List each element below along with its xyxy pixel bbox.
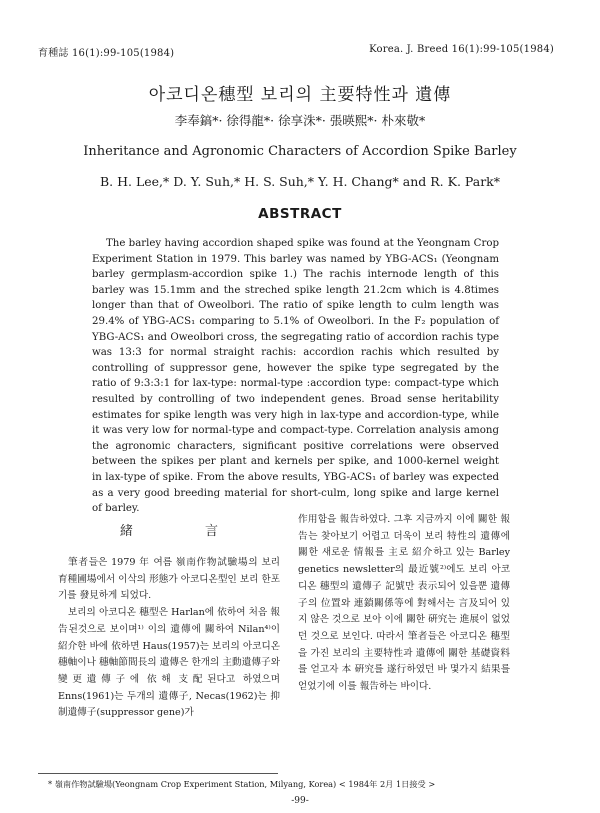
authors-english: B. H. Lee,* D. Y. Suh,* H. S. Suh,* Y. H. Chang* and R. K. Park* xyxy=(99,174,501,189)
journal-header-english: Korea. J. Breed 16(1):99-105(1984) xyxy=(369,44,554,55)
intro-paragraph-2: 보리의 아코디온 穗型은 Harlan에 依하여 처음 報告된것으로 보이며¹⁾ 이의 遺傳에 關하여 Nilan⁴⁾이 紹介한 바에 依하면 Haus(1957)는 보리의 아코디온 穗軸이나 穗軸節間長의 遺傳은 한개의 主動遺傳子와 變更遺傳子에 依해 支配된다고 하였으며 Enns(1961)는 두개의 遺傳子, Necas(1962)는 抑制遺傳子(suppressor gene)가 xyxy=(58,607,280,719)
introduction-right-column xyxy=(298,512,510,696)
journal-header-korean: 育種誌 16(1):99-105(1984) xyxy=(38,48,175,59)
section-heading-introduction: 緒 言 xyxy=(119,524,253,539)
title-korean: 아코디온穗型 보리의 主要特性과 遺傳 xyxy=(148,85,452,105)
authors-korean: 李奉鎬*· 徐得龍*· 徐享洙*· 張暎熙*· 朴來敬* xyxy=(174,113,426,128)
affiliation-footnote: * 嶺南作物試驗場(Yeongnam Crop Experiment Station, Milyang, Korea) < 1984年 2月 1日接受 > xyxy=(48,779,436,789)
abstract-heading: ABSTRACT xyxy=(258,206,342,222)
intro-paragraph-1: 筆者들은 1979 年 여름 嶺南作物試驗場의 보리 育種圃場에서 이삭의 形態가 아코디온型인 보리 한포기를 發見하게 되었다. xyxy=(58,557,280,602)
abstract-paragraph: The barley having accordion shaped spike was found at the Yeongnam Crop Experiment Station in 1979. This barley was named by YBG-ACS₁ (Yeongnam barley germplasm-accordion spike 1.) The rachis internode length of this barley was 15.1mm and the streched spike length 21.2cm which is 4.8times longer than that of Oweolbori. The ratio of spike length to culm length was 29.4% of YBG-ACS₁ comparing to 5.1% of Oweolbori. In the F₂ population of YBG-ACS₁ and Oweolbori cross, the segregating ratio of accordion rachis type was 13:3 for normal straight rachis: accordion rachis which resulted by controlling of suppressor gene, however the spike type segregated by the ratio of 9:3:3:1 for lax-type: normal-type :accordion type: compact-type which resulted by controlling of two independent genes. Broad sense heritability estimates for spike length was very high in lax-type and accordion-type, while it was very low for normal-type and compact-type. Correlation analysis among the agronomic characters, significant positive correlations were observed between the spikes per plant and kernels per spike, and 1000-kernel weight in lax-type of spike. From the above results, YBG-ACS₁ of barley was expected as a very good breeding material for short-culm, long spike and large kernel of barley. xyxy=(92,238,499,515)
abstract-body xyxy=(92,236,499,517)
page-number: -99- xyxy=(291,796,309,806)
title-english: Inheritance and Agronomic Characters of Accordion Spike Barley xyxy=(83,144,517,159)
intro-paragraph-3: 作用함을 報告하였다. 그후 지금까지 이에 關한 報告는 찾아보기 어렵고 더욱이 보리 特性의 遺傳에 關한 새로운 情報를 主로 紹介하고 있는 Barley genetics newsletter의 最近號²⁾에도 보리 아코디온 穗型의 遺傳子 記號만 表示되어 있을뿐 遺傳子의 位置와 連鎖關係等에 對해서는 言及되어 있지 않은 것으로 보아 이에 關한 硏究는 進展이 없었던 것으로 보인다. 따라서 筆者들은 아코디온 穗型을 가진 보리의 主要特性과 遺傳에 關한 基礎資料를 얻고자 本 硏究를 遂行하였던 바 몇가지 結果를 얻었기에 이를 報告하는 바이다. xyxy=(298,514,510,693)
footnote-divider xyxy=(38,773,278,774)
introduction-left-column xyxy=(58,520,280,722)
